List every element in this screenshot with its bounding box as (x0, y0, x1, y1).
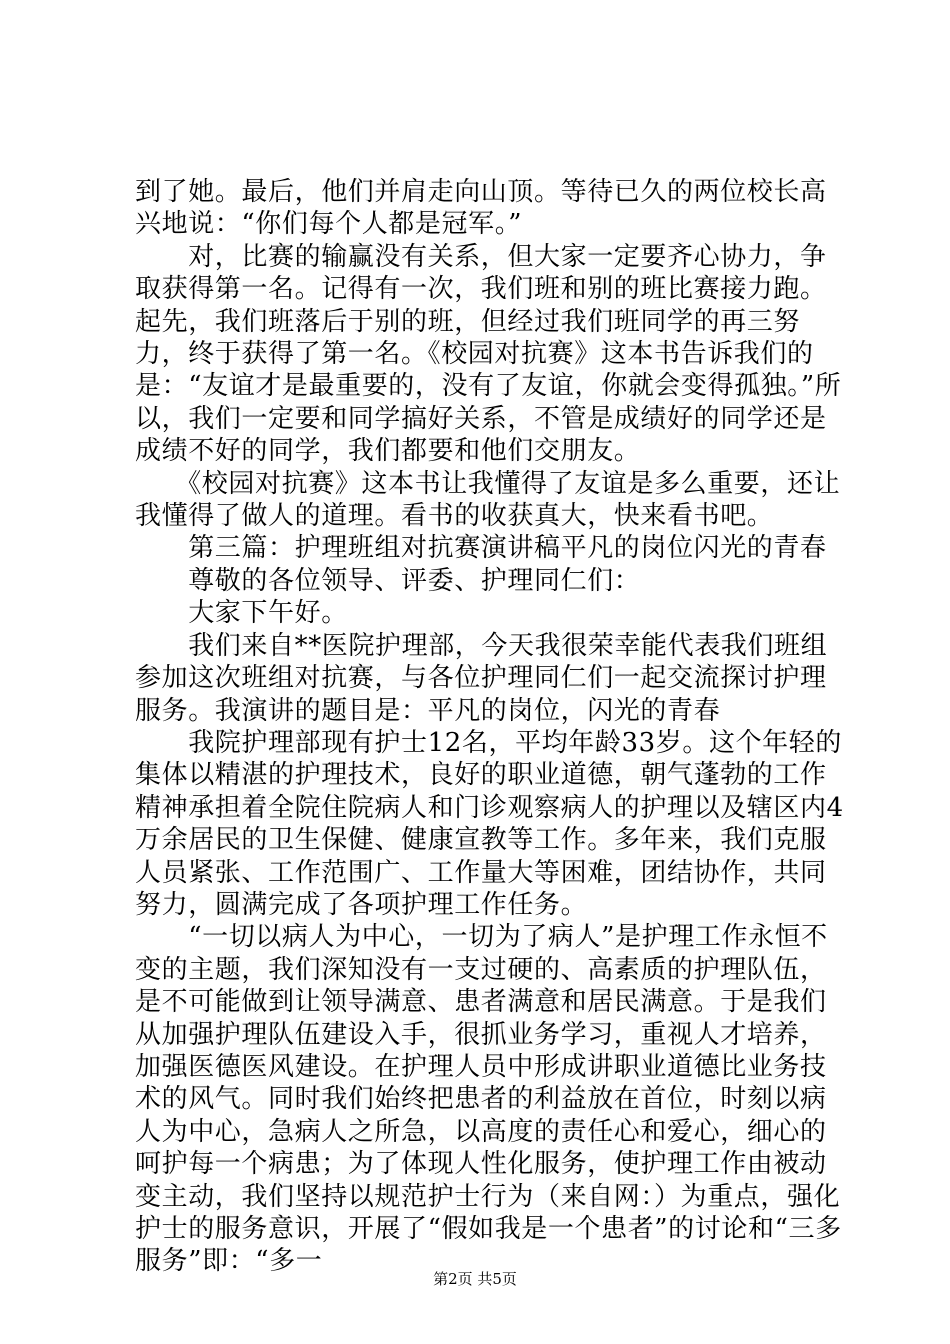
greeting: 大家下午好。 (135, 598, 348, 629)
paragraph-7: 我们来自**医院护理部，今天我很荣幸能代表我们班组参加这次班组对抗赛，与各位护理同仁们一起交流探讨护理服务。我演讲的题目是：平凡的岗位，闪光的青春 (135, 630, 828, 726)
page-number-footer: 第2页 共5页 (433, 1270, 517, 1288)
paragraph-1: 到了她。最后，他们并肩走向山顶。等待已久的两位校长高兴地说：“你们每个人都是冠军。” (135, 177, 827, 240)
section-heading: 第三篇：护理班组对抗赛演讲稿平凡的岗位闪光的青春 (135, 533, 827, 564)
paragraph-3: 《校园对抗赛》这本书让我懂得了友谊是多么重要，还让我懂得了做人的道理。看书的收获真大，快来看书吧。 (135, 468, 841, 532)
paragraph-2: 对，比赛的输赢没有关系，但大家一定要齐心协力，争取获得第一名。记得有一次，我们班和别的班比赛接力跑。起先，我们班落后于别的班，但经过我们班同学的再三努力，终于获得了第一名。《校园对抗赛》这本书告诉我们的是：“友谊才是最重要的，没有了友谊，你就会变得孤独。”所以，我们一定要和同学搞好关系，不管是成绩好的同学还是成绩不好的同学，我们都要和他们交朋友。 (135, 241, 842, 467)
paragraph-8: 我院护理部现有护士12名，平均年龄33岁。这个年轻的集体以精湛的护理技术，良好的职业道德，朝气蓬勃的工作精神承担着全院住院病人和门诊观察病人的护理以及辖区内4万余居民的卫生保健、健康宣教等工作。多年来，我们克服人员紧张、工作范围广、工作量大等困难，团结协作，共同努力，圆满完成了各项护理工作任务。 (135, 727, 844, 920)
paragraph-9: “一切以病人为中心，一切为了病人”是护理工作永恒不变的主题，我们深知没有一支过硬的、高素质的护理队伍，是不可能做到让领导满意、患者满意和居民满意。于是我们从加强护理队伍建设入手，很抓业务学习，重视人才培养，加强医德医风建设。在护理人员中形成讲职业道德比业务技术的风气。同时我们始终把患者的利益放在首位，时刻以病人为中心，急病人之所急，以高度的责任心和爱心，细心的呵护每一个病患；为了体现人性化服务，使护理工作由被动变主动，我们坚持以规范护士行为（来自网：）为重点，强化护士的服务意识，开展了“假如我是一个患者”的讨论和“三多服务”即：“多一 (135, 922, 842, 1277)
salutation: 尊敬的各位领导、评委、护理同仁们： (135, 565, 641, 596)
document-body (135, 176, 850, 1278)
